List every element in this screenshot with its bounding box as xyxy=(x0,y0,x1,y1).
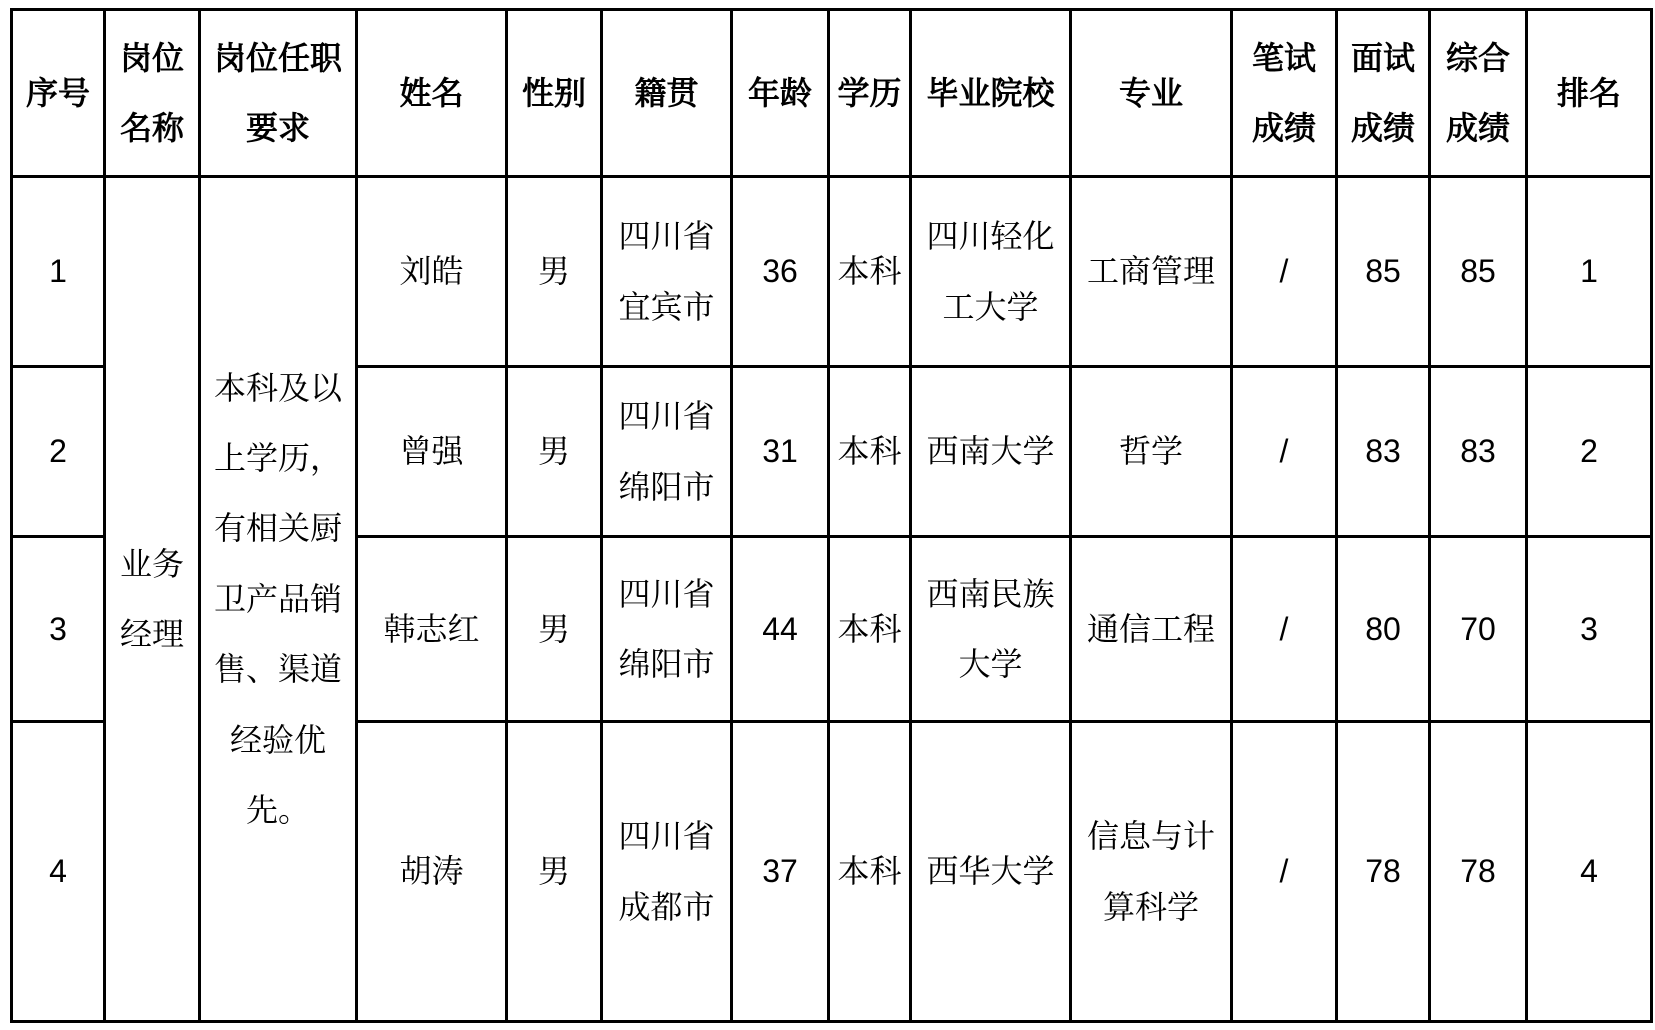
cell-overall-score: 70 xyxy=(1430,537,1527,722)
cell-serial: 2 xyxy=(12,367,105,537)
cell-age: 31 xyxy=(732,367,829,537)
cell-school: 西南大学 xyxy=(911,367,1071,537)
cell-hometown: 四川省成都市 xyxy=(602,722,732,1022)
header-overall-score: 综合成绩 xyxy=(1430,10,1527,177)
cell-major: 哲学 xyxy=(1071,367,1232,537)
cell-written-score: / xyxy=(1232,367,1337,537)
cell-major: 通信工程 xyxy=(1071,537,1232,722)
header-major: 专业 xyxy=(1071,10,1232,177)
cell-education: 本科 xyxy=(829,177,911,367)
cell-age: 36 xyxy=(732,177,829,367)
cell-education: 本科 xyxy=(829,367,911,537)
cell-name: 胡涛 xyxy=(357,722,507,1022)
header-school: 毕业院校 xyxy=(911,10,1071,177)
cell-name: 韩志红 xyxy=(357,537,507,722)
header-rank: 排名 xyxy=(1527,10,1652,177)
cell-hometown: 四川省宜宾市 xyxy=(602,177,732,367)
cell-interview-score: 78 xyxy=(1337,722,1430,1022)
cell-name: 刘皓 xyxy=(357,177,507,367)
cell-school: 四川轻化工大学 xyxy=(911,177,1071,367)
cell-hometown: 四川省绵阳市 xyxy=(602,537,732,722)
cell-age: 37 xyxy=(732,722,829,1022)
cell-gender: 男 xyxy=(507,537,602,722)
cell-overall-score: 85 xyxy=(1430,177,1527,367)
cell-education: 本科 xyxy=(829,722,911,1022)
cell-age: 44 xyxy=(732,537,829,722)
cell-interview-score: 80 xyxy=(1337,537,1430,722)
header-gender: 性别 xyxy=(507,10,602,177)
cell-name: 曾强 xyxy=(357,367,507,537)
cell-rank: 2 xyxy=(1527,367,1652,537)
cell-written-score: / xyxy=(1232,537,1337,722)
cell-major: 信息与计算科学 xyxy=(1071,722,1232,1022)
cell-gender: 男 xyxy=(507,722,602,1022)
cell-serial: 1 xyxy=(12,177,105,367)
cell-school: 西南民族大学 xyxy=(911,537,1071,722)
header-interview-score: 面试成绩 xyxy=(1337,10,1430,177)
recruitment-results-table xyxy=(10,8,1653,1023)
header-name: 姓名 xyxy=(357,10,507,177)
cell-rank: 3 xyxy=(1527,537,1652,722)
cell-overall-score: 83 xyxy=(1430,367,1527,537)
header-hometown: 籍贯 xyxy=(602,10,732,177)
cell-hometown: 四川省绵阳市 xyxy=(602,367,732,537)
cell-overall-score: 78 xyxy=(1430,722,1527,1022)
header-position-requirements: 岗位任职要求 xyxy=(200,10,357,177)
header-age: 年龄 xyxy=(732,10,829,177)
cell-serial: 3 xyxy=(12,537,105,722)
cell-written-score: / xyxy=(1232,722,1337,1022)
cell-major: 工商管理 xyxy=(1071,177,1232,367)
cell-school: 西华大学 xyxy=(911,722,1071,1022)
cell-written-score: / xyxy=(1232,177,1337,367)
cell-serial: 4 xyxy=(12,722,105,1022)
table-row xyxy=(12,177,1652,367)
document-page xyxy=(0,8,1655,1030)
cell-position-name-merged: 业务经理 xyxy=(105,177,200,1022)
cell-rank: 1 xyxy=(1527,177,1652,367)
cell-gender: 男 xyxy=(507,367,602,537)
cell-rank: 4 xyxy=(1527,722,1652,1022)
header-serial: 序号 xyxy=(12,10,105,177)
table-header-row xyxy=(12,10,1652,177)
cell-interview-score: 83 xyxy=(1337,367,1430,537)
cell-position-requirements-merged: 本科及以上学历，有相关厨卫产品销售、渠道经验优先。 xyxy=(200,177,357,1022)
header-position-name: 岗位名称 xyxy=(105,10,200,177)
header-written-score: 笔试成绩 xyxy=(1232,10,1337,177)
cell-interview-score: 85 xyxy=(1337,177,1430,367)
cell-education: 本科 xyxy=(829,537,911,722)
cell-gender: 男 xyxy=(507,177,602,367)
header-education: 学历 xyxy=(829,10,911,177)
